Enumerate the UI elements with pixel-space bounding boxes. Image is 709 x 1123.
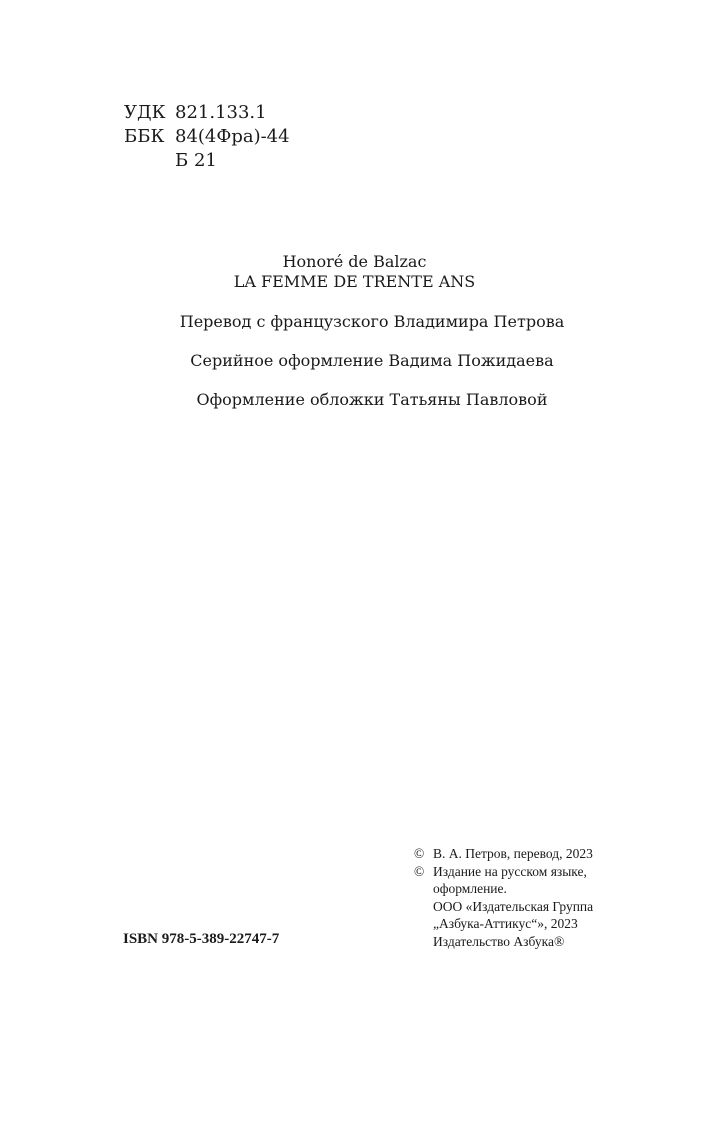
- copyright-entry-edition: [414, 863, 593, 951]
- original-author: Honoré de Balzac: [282, 252, 427, 271]
- credit-cover-design: Оформление обложки Татьяны Павловой: [196, 390, 548, 409]
- copyright-line: Издательство Азбука®: [433, 933, 565, 949]
- bbk-value: 84(4Фра)-44: [175, 126, 290, 147]
- credits-block: [0, 312, 709, 429]
- isbn: ISBN 978-5-389-22747-7: [123, 931, 280, 947]
- author-mark-row: [124, 149, 290, 173]
- copyright-line: ООО «Издательская Группа: [433, 898, 594, 914]
- copyright-line: „Азбука-Аттикус“», 2023: [433, 916, 578, 931]
- udk-row: [124, 101, 290, 125]
- copyright-entry-1: В. А. Петров, перевод, 2023: [433, 846, 593, 861]
- copyright-sign: ©: [414, 846, 425, 861]
- copyright-sign: ©: [414, 863, 425, 879]
- copyright-entry-2: [433, 863, 593, 951]
- udk-value: 821.133.1: [175, 102, 267, 123]
- credit-translator: Перевод с французского Владимира Петрова: [179, 312, 565, 331]
- copyright-line: оформление.: [433, 881, 507, 896]
- author-mark: Б 21: [175, 150, 217, 171]
- copyright-line: Издание на русском языке,: [433, 863, 587, 879]
- copyright-entry-translation: [414, 845, 593, 863]
- copyright-block: [414, 845, 593, 950]
- original-title: LA FEMME DE TRENTE ANS: [233, 272, 476, 291]
- classification-block: [124, 101, 290, 173]
- credit-series-design: Серийное оформление Вадима Пожидаева: [190, 351, 554, 370]
- udk-label: УДК: [124, 102, 166, 123]
- bbk-label: ББК: [124, 126, 165, 147]
- original-title-block: [0, 252, 709, 292]
- bbk-row: [124, 125, 290, 149]
